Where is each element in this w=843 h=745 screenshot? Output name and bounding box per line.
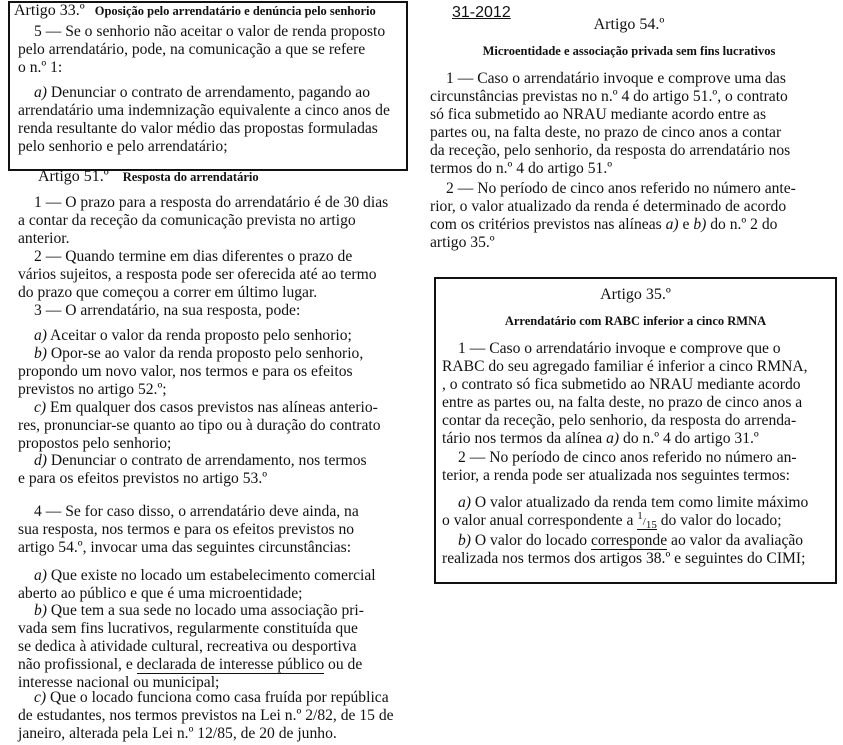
text-span: Opor-se ao valor da renda proposto pelo senhorio, (47, 345, 364, 362)
text-span: e (678, 216, 694, 233)
text-line (18, 399, 401, 417)
text-line: entre as partes ou, na falta deste, no prazo de cinco anos a (442, 394, 803, 411)
art51-para2 (18, 248, 401, 302)
text-line: interesse nacional ou municipal; (18, 674, 220, 691)
item-letter: a) (606, 430, 620, 447)
text-line (442, 512, 827, 531)
text-span: Denunciar o contrato de arrendamento, pagando ao (47, 84, 370, 101)
text-line: previstos no artigo 52.º; (18, 381, 167, 398)
text-span: Denunciar o contrato de arrendamento, nos termos (47, 452, 367, 469)
text-line: janeiro, alterada pela Lei n.º 12/85, de 20 de junho. (18, 725, 337, 742)
art51-number: Artigo 51.º (38, 168, 109, 185)
art51-title-line (38, 168, 259, 186)
text-line: 2 — No período de cinco anos referido no número ante- (446, 180, 796, 197)
text-line: só fica submetido ao NRAU mediante acordo entre as (430, 106, 767, 123)
text-line: artigo 35.º (430, 234, 495, 251)
text-line: anterior. (18, 230, 70, 247)
text-line: a contar da receção da comunicação prevista no artigo (18, 212, 356, 229)
art54-para1 (430, 70, 814, 178)
text-span: O valor atualizado da renda tem como limite máximo (471, 494, 809, 511)
text-line: e para os efeitos previstos no artigo 53.º (18, 470, 268, 487)
art33-item-a (18, 84, 401, 156)
text-span: ou de (324, 656, 363, 673)
art51-item-b2 (18, 602, 401, 692)
art35-number: Artigo 35.º (600, 286, 671, 303)
art51-para3 (18, 302, 401, 320)
text-span: Que existe no locado um estabelecimento comercial (47, 567, 376, 584)
text-line: do prazo que começou a correr em último lugar. (18, 284, 318, 301)
text-line: sua resposta, nos termos e para os efeitos previstos no (18, 521, 355, 538)
art54-number: Artigo 54.º (593, 16, 665, 33)
text-span: do n.º 2 do (706, 216, 778, 233)
text-line: se dedica à atividade cultural, recreativa ou desportiva (18, 638, 357, 655)
text-span: Que o locado funciona como casa fruída por república (46, 689, 389, 706)
text-line: circunstâncias previstas no n.º 4 do artigo 51.º, o contrato (430, 88, 788, 105)
text-line: vários sujeitos, a resposta pode ser oferecida até ao termo (18, 266, 377, 283)
item-letter: a) (665, 216, 679, 233)
text-span: Aceitar o valor da renda proposto pelo senhorio; (47, 327, 352, 344)
art51-item-d (18, 452, 401, 488)
text-line: 5 — Se o senhorio não aceitar o valor de renda proposto (34, 23, 386, 40)
art51-heading: Resposta do arrendatário (122, 170, 259, 184)
item-letter: c) (34, 689, 47, 706)
art51-para4 (18, 503, 401, 557)
fraction-underline (637, 512, 657, 530)
text-line: artigo 54.º, invocar uma das seguintes circunstâncias: (18, 539, 352, 556)
text-line: 4 — Se for caso disso, o arrendatário deve ainda, na (34, 503, 359, 520)
text-line: 1 — O prazo para a resposta do arrendatário é de 30 dias (34, 194, 389, 211)
text-line: 2 — Quando termine em dias diferentes o prazo de (34, 248, 353, 265)
art35-para2 (442, 449, 827, 485)
underlined-text: corresponde (590, 532, 668, 549)
text-span: com os critérios previstos nas alíneas (430, 216, 666, 233)
art51-item-b (18, 345, 401, 399)
text-line (442, 532, 827, 550)
art35-para1 (442, 340, 827, 448)
text-line (18, 602, 401, 620)
art35-item-a (442, 494, 827, 531)
text-line: arrendatário uma indemnização equivalente a cinco anos de (18, 102, 390, 119)
text-span: Em qualquer dos casos previstos nas alíneas anterio- (46, 399, 378, 416)
text-line: pelo arrendatário, pode, na comunicação a que se refere (18, 41, 366, 58)
text-line: 3 — O arrendatário, na sua resposta, pode: (34, 302, 301, 319)
text-line (18, 656, 401, 674)
art33-number: Artigo 33.º (14, 2, 85, 19)
fraction-denominator: 15 (645, 519, 657, 531)
text-span: o valor anual correspondente a (442, 512, 638, 529)
fraction-numerator: 1 (637, 510, 643, 522)
text-line: da receção, pelo senhorio, da resposta do arrendatário nos (430, 142, 791, 159)
art54-para2 (430, 180, 814, 252)
text-span: não profissional, e (18, 656, 137, 673)
text-span: tário nos termos da alínea (442, 430, 607, 447)
item-letter: b) (34, 602, 47, 619)
art33-para5 (18, 23, 401, 77)
text-span: ao valor da avaliação (667, 532, 804, 549)
text-line: , o contrato só fica submetido ao NRAU mediante acordo (442, 376, 801, 393)
item-letter: b) (458, 532, 471, 549)
text-line: terior, a renda pode ser atualizada nos seguintes termos: (442, 467, 790, 484)
text-span: Que tem a sua sede no locado uma associação pri- (47, 602, 364, 619)
text-line: 1 — Caso o arrendatário invoque e comprove que o (458, 340, 781, 357)
text-line (18, 327, 401, 345)
text-line: RABC do seu agregado familiar é inferior a cinco RMNA, (442, 358, 808, 375)
art51-item-a (18, 327, 401, 345)
art51-item-c2 (18, 689, 401, 743)
underlined-text: declarada de interesse público (136, 656, 325, 673)
art51-para1 (18, 194, 401, 248)
text-line: de estudantes, nos termos previstos na Lei n.º 2/82, de 15 de (18, 707, 394, 724)
text-line (442, 494, 827, 512)
text-line (18, 345, 401, 363)
text-line: 1 — Caso o arrendatário invoque e comprove uma das (446, 70, 786, 87)
text-line: o n.º 1: (18, 59, 63, 76)
art54-heading: Microentidade e associação privada sem fins lucrativos (482, 44, 776, 58)
fraction: 1/15 (637, 510, 657, 531)
text-line: propondo um novo valor, nos termos e para os efeitos (18, 363, 353, 380)
text-line: partes ou, na falta deste, no prazo de cinco anos a contar (430, 124, 782, 141)
text-line: realizada nos termos dos artigos 38.º e seguintes do CIMI; (442, 550, 806, 567)
item-letter: a) (34, 567, 47, 584)
text-line (18, 452, 401, 470)
text-line: renda resultante do valor médio das propostas formuladas (18, 120, 378, 137)
text-line: 2 — No período de cinco anos referido no número an- (458, 449, 797, 466)
text-span: do n.º 4 do artigo 31.º (619, 430, 759, 447)
art33-heading: Oposição pelo arrendatário e denúncia pelo senhorio (94, 4, 376, 18)
text-line: vada sem fins lucrativos, regularmente constituída que (18, 620, 358, 637)
text-line: rior, o valor atualizado da renda é determinado de acordo (430, 198, 787, 215)
text-span: O valor do locado (471, 532, 591, 549)
text-line (430, 216, 814, 234)
text-line: contar da receção, pelo senhorio, da resposta do arrenda- (442, 412, 797, 429)
text-line (18, 689, 401, 707)
art35-item-b (442, 532, 827, 568)
text-line: pelo senhorio e pelo arrendatário; (18, 138, 228, 155)
item-letter: a) (34, 327, 47, 344)
item-letter: b) (693, 216, 707, 233)
text-line: res, pronunciar-se quanto ao tipo ou à duração do contrato (18, 417, 381, 434)
art51-item-a2 (18, 567, 401, 603)
text-line: aberto ao público e que é uma microentidade; (18, 585, 303, 602)
text-line: propostos pelo senhorio; (18, 435, 172, 452)
text-line (442, 430, 827, 448)
item-letter: b) (34, 345, 47, 362)
item-letter: c) (34, 399, 47, 416)
text-line (18, 84, 401, 102)
text-span: do valor do locado; (656, 512, 782, 529)
item-letter: d) (34, 452, 47, 469)
text-line (18, 567, 401, 585)
art35-heading: Arrendatário com RABC inferior a cinco RMNA (504, 314, 767, 328)
date-stamp: 31-2012 (452, 4, 511, 21)
item-letter: a) (34, 84, 47, 101)
art51-item-c (18, 399, 401, 453)
art33-title-line (14, 2, 376, 20)
text-line: termos do n.º 4 do artigo 51.º (430, 160, 613, 177)
item-letter: a) (458, 494, 471, 511)
